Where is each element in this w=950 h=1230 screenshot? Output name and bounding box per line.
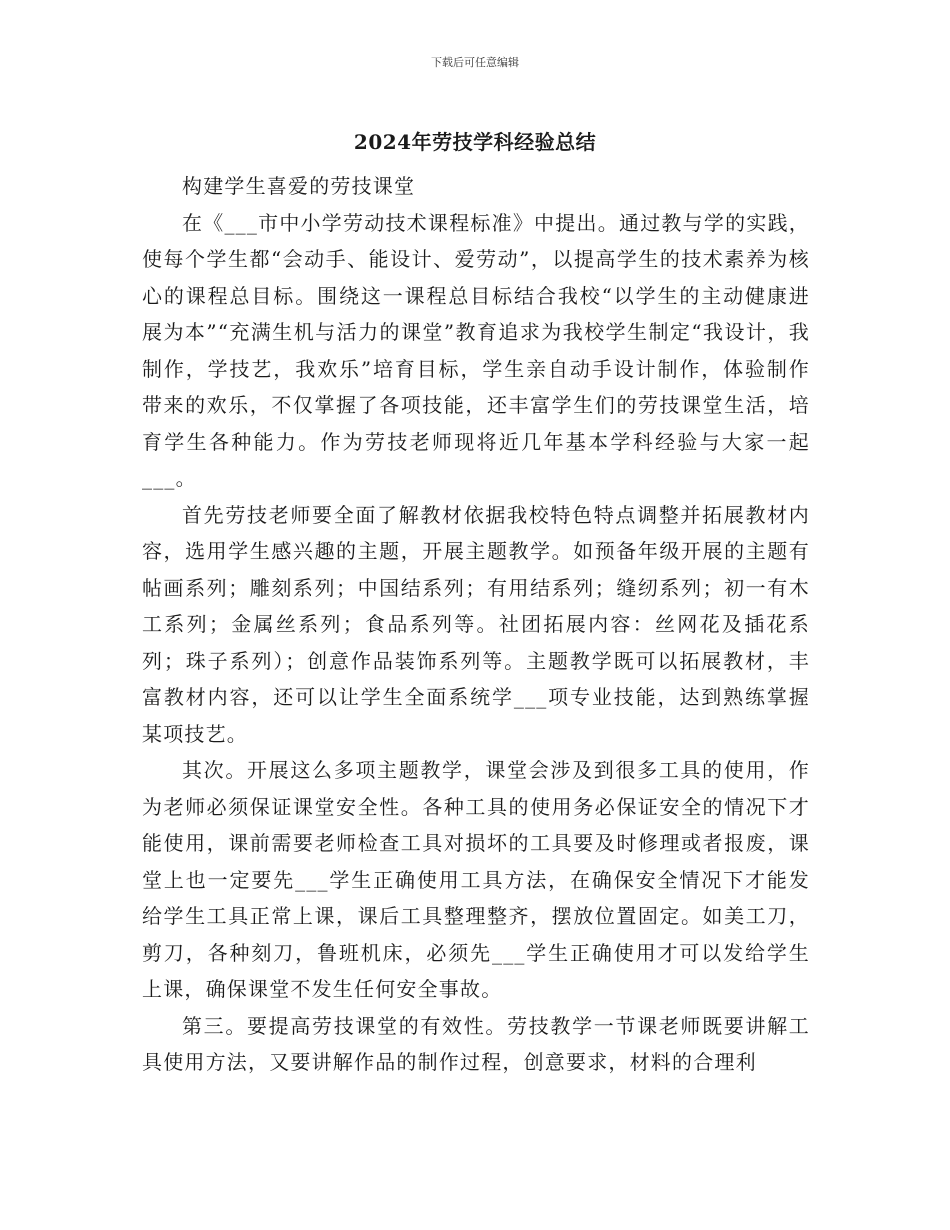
body-paragraph-second: 其次。开展这么多项主题教学，课堂会涉及到很多工具的使用，作为老师必须保证课堂安全性。各种工具的使用务必保证安全的情况下才能使用，课前需要老师检查工具对损坏的工具要及时修理或者报废，课堂上也一定要先___学生正确使用工具方法，在确保安全情况下才能发给学生工具正常上课，课后工具整理整齐，摆放位置固定。如美工刀，剪刀，各种刻刀，鲁班机床，必须先___学生正确使用才可以发给学生上课，确保课堂不发生任何安全事故。 [142,758,810,1001]
body-paragraph-intro: 在《___市中小学劳动技术课程标准》中提出。通过教与学的实践，使每个学生都“会动手、能设计、爱劳动”，以提高学生的技术素养为核心的课程总目标。围绕这一课程总目标结合我校“以学生的主动健康进展为本”“充满生机与活力的课堂”教育追求为我校学生制定“我设计，我制作，学技艺，我欢乐”培育目标，学生亲自动手设计制作，体验制作带来的欢乐，不仅掌握了各项技能，还丰富学生们的劳技课堂生活，培育学生各种能力。作为劳技老师现将近几年基本学科经验与大家一起___。 [142,210,810,490]
body-paragraph-third: 第三。要提高劳技课堂的有效性。劳技教学一节课老师既要讲解工具使用方法，又要讲解作品的制作过程，创意要求，材料的合理利 [142,1013,810,1074]
body-paragraph-first: 首先劳技老师要全面了解教材依据我校特色特点调整并拓展教材内容，选用学生感兴趣的主题，开展主题教学。如预备年级开展的主题有帖画系列；雕刻系列；中国结系列；有用结系列；缝纫系列；初一有木工系列；金属丝系列；食品系列等。社团拓展内容：丝网花及插花系列；珠子系列）；创意作品装饰系列等。主题教学既可以拓展教材，丰富教材内容，还可以让学生全面系统学___项专业技能，达到熟练掌握某项技艺。 [142,502,810,746]
subtitle-paragraph: 构建学生喜爱的劳技课堂 [182,174,416,198]
page-header-note: 下载后可任意编辑 [431,56,519,69]
document-body [142,168,810,1081]
document-title: 2024年劳技学科经验总结 [353,130,597,154]
